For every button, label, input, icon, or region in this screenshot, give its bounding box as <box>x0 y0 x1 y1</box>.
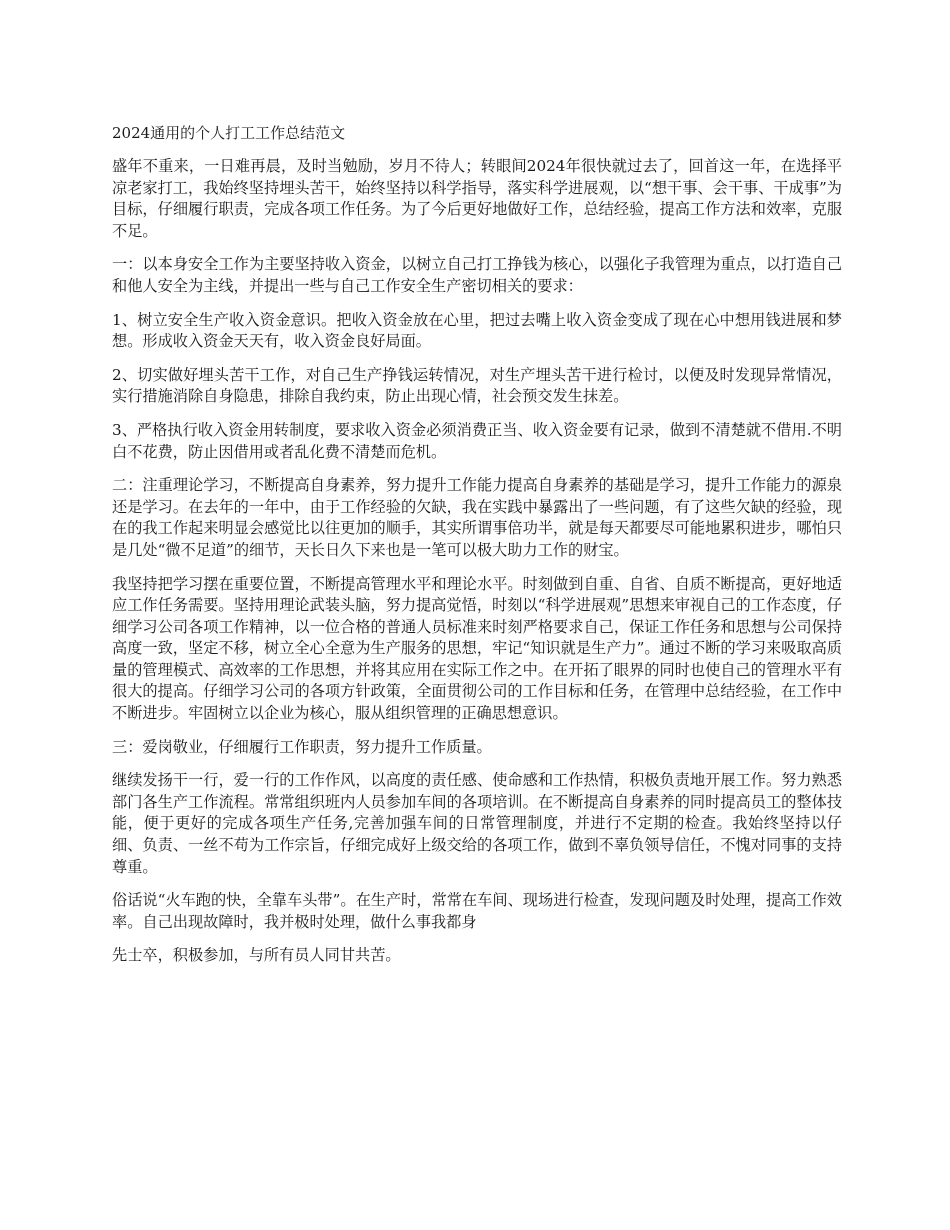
document-title: 2024通用的个人打工工作总结范文 <box>112 124 346 142</box>
paragraph-section-one: 一：以本身安全工作为主要坚持收入资金，以树立自己打工挣钱为核心，以强化子我管理为重点，以打造自己和他人安全为主线，并提出一些与自己工作安全生产密切相关的要求： <box>112 255 842 295</box>
paragraph-item-2: 2、切实做好埋头苦干工作，对自己生产挣钱运转情况，对生产埋头苦干进行检讨，以便及时发现异常情况，实行措施消除自身隐患，排除自我约束，防止出现心情，社会预交发生抹差。 <box>112 365 842 406</box>
paragraph-saying: 俗话说“火车跑的快，全靠车头带”。在生产时，常常在车间、现场进行检查，发现问题及时处理，提高工作效率。自己出现故障时，我并极时处理，做什么事我都身 <box>112 891 842 931</box>
paragraph-section-two: 二：注重理论学习，不断提高自身素养，努力提升工作能力提高自身素养的基础是学习，提升工作能力的源泉还是学习。在去年的一年中，由于工作经验的欠缺，我在实践中暴露出了一些问题，有了这些欠缺的经验，现在的我工作起来明显会感觉比以往更加的顺手，其实所谓事倍功半，就是每天都要尽可能地累积进步，哪怕只是几处“微不足道”的细节，天长日久下来也是一笔可以极大助力工作的财宝。 <box>112 476 842 559</box>
paragraph-work-style: 继续发扬干一行，爱一行的工作作风，以高度的责任感、使命感和工作热情，积极负责地开展工作。努力熟悉部门各生产工作流程。常常组织班内人员参加车间的各项培训。在不断提高自身素养的同时提高员工的整体技能，便于更好的完成各项生产任务,完善加强车间的日常管理制度，并进行不定期的检查。我始终坚持以仔细、负责、一丝不苟为工作宗旨，仔细完成好上级交给的各项工作，做到不辜负领导信任，不愧对同事的支持尊重。 <box>112 771 842 876</box>
paragraph-intro: 盛年不重来，一日难再晨，及时当勉励，岁月不待人；转眼间2024年很快就过去了，回首这一年，在选择平凉老家打工，我始终坚持埋头苦干，始终坚持以科学指导，落实科学进展观，以“想干事、会干事、干成事”为目标，仔细履行职责，完成各项工作任务。为了今后更好地做好工作，总结经验，提高工作方法和效率，克服不足。 <box>112 157 842 240</box>
paragraph-item-3: 3、严格执行收入资金用转制度，要求收入资金必须消费正当、收入资金要有记录，做到不清楚就不借用.不明白不花费，防止因借用或者乱化费不清楚而危机。 <box>112 420 842 461</box>
paragraph-closing: 先士卒，积极参加，与所有员人同甘共苦。 <box>112 946 401 965</box>
document-page <box>112 122 842 979</box>
paragraph-section-three: 三：爱岗敬业，仔细履行工作职责，努力提升工作质量。 <box>112 737 492 756</box>
paragraph-item-1: 1、树立安全生产收入资金意识。把收入资金放在心里，把过去嘴上收入资金变成了现在心中想用钱进展和梦想。形成收入资金天天有，收入资金良好局面。 <box>112 310 842 351</box>
paragraph-study: 我坚持把学习摆在重要位置，不断提高管理水平和理论水平。时刻做到自重、自省、自质不断提高，更好地适应工作任务需要。坚持用理论武装头脑，努力提高觉悟，时刻以“科学进展观”思想来审视自己的工作态度，仔细学习公司各项工作精神，以一位合格的普通人员标准来时刻严格要求自己，保证工作任务和思想与公司保持高度一致，坚定不移，树立全心全意为生产服务的思想，牢记“知识就是生产力”。通过不断的学习来吸取高质量的管理模式、高效率的工作思想，并将其应用在实际工作之中。在开拓了眼界的同时也使自己的管理水平有很大的提高。仔细学习公司的各项方针政策，全面贯彻公司的工作目标和任务，在管理中总结经验，在工作中不断进步。牢固树立以企业为核心，服从组织管理的正确思想意识。 <box>112 574 842 723</box>
